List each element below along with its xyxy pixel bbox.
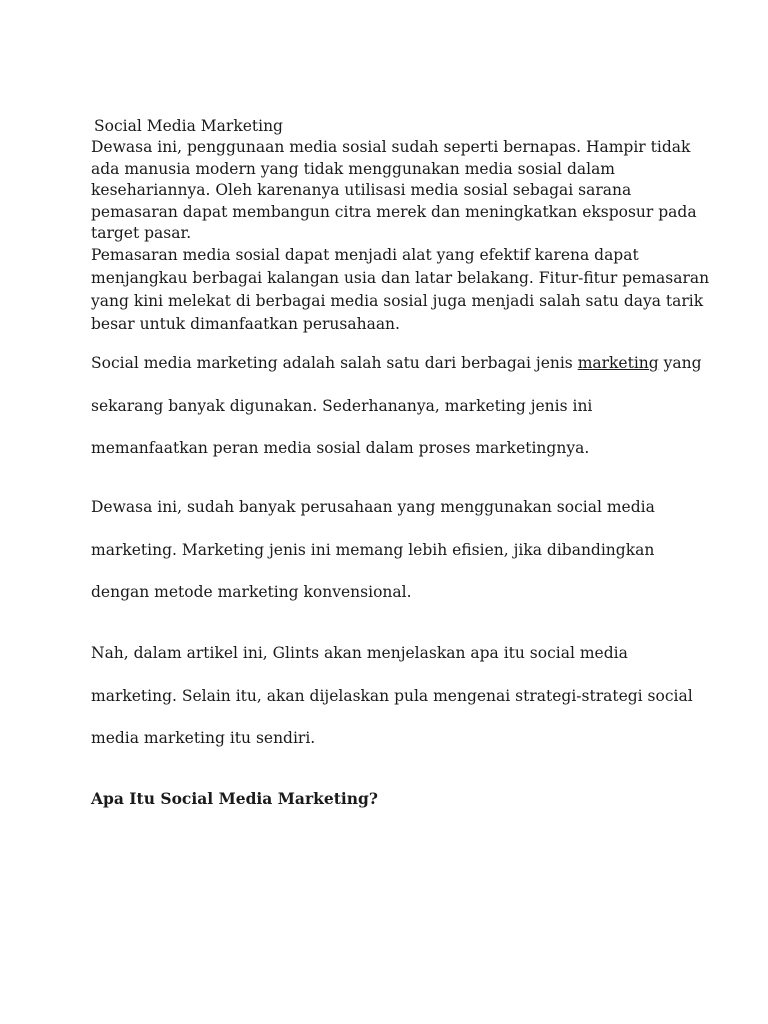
document-title: Social Media Marketing	[94, 117, 283, 135]
paragraph-definition	[91, 353, 702, 481]
text-line: Dewasa ini, sudah banyak perusahaan yang menggunakan social media	[91, 498, 655, 516]
text-segment: yang	[658, 354, 702, 372]
text-line: yang kini melekat di berbagai media sosial juga menjadi salah satu daya tarik	[91, 292, 704, 310]
text-line: target pasar.	[91, 224, 192, 242]
text-line: marketing. Marketing jenis ini memang lebih efisien, jika dibandingkan	[91, 540, 655, 559]
text-line: marketing. Selain itu, akan dijelaskan pula mengenai strategi-strategi social	[91, 686, 693, 705]
text-line: Nah, dalam artikel ini, Glints akan menjelaskan apa itu social media	[91, 644, 628, 662]
paragraph-intro	[91, 137, 697, 245]
text-line: dengan metode marketing konvensional.	[91, 583, 412, 601]
text-line: sekarang banyak digunakan. Sederhananya, marketing jenis ini	[91, 396, 593, 415]
text-segment: Social media marketing adalah salah satu dari berbagai jenis	[91, 354, 578, 372]
text-line: besar untuk dimanfaatkan perusahaan.	[91, 315, 400, 333]
text-line: media marketing itu sendiri.	[91, 729, 316, 747]
text-line: menjangkau berbagai kalangan usia dan latar belakang. Fitur-fitur pemasaran	[91, 269, 710, 287]
text-line: kesehariannya. Oleh karenanya utilisasi media sosial sebagai sarana	[91, 181, 632, 199]
text-line: ada manusia modern yang tidak menggunakan media sosial dalam	[91, 159, 616, 178]
text-line	[91, 353, 702, 396]
marketing-link[interactable]: marketing	[577, 354, 659, 372]
text-line: Dewasa ini, penggunaan media sosial sudah seperti bernapas. Hampir tidak	[91, 138, 691, 156]
paragraph-effective	[91, 244, 710, 336]
section-heading: Apa Itu Social Media Marketing?	[91, 789, 378, 808]
text-line: pemasaran dapat membangun citra merek dan meningkatkan eksposur pada	[91, 202, 697, 221]
text-line: memanfaatkan peran media sosial dalam proses marketingnya.	[91, 439, 590, 457]
paragraph-article-intro	[91, 643, 691, 771]
paragraph-companies	[91, 497, 691, 625]
text-line: Pemasaran media sosial dapat menjadi alat yang efektif karena dapat	[91, 246, 639, 264]
